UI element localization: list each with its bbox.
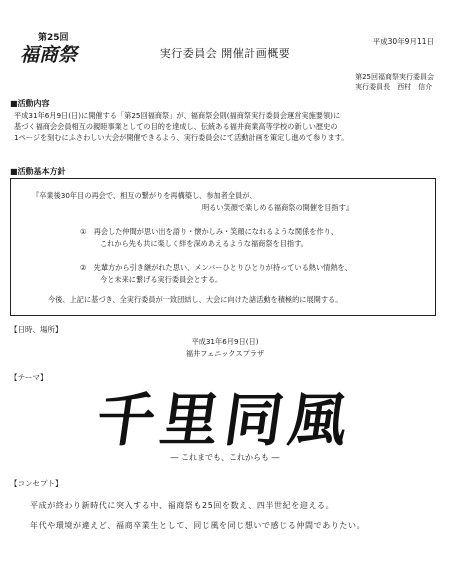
schedule-label: 【日時、場所】	[10, 325, 63, 334]
section-policy-heading: ■活動基本方針	[10, 167, 66, 176]
theme-subtitle: ― これまでも、これからも ―	[170, 453, 280, 462]
theme-label: 【テーマ】	[10, 373, 48, 382]
logo-text: 福商祭	[20, 44, 78, 66]
concept-line-2: 年代や環境が違えど、福商卒業生として、同じ風を同じ想いで感じる仲間でありたい。	[30, 521, 366, 530]
policy-item-2-line-2: 今と未来に繋げる実行委員会とする。	[100, 275, 223, 284]
policy-slogan-line-1: 『卒業後30年目の再会で、相互の繋がりを再構築し、参加者全員が、	[32, 191, 257, 200]
organizer-block	[355, 72, 434, 92]
concept-label: 【コンセプト】	[10, 479, 63, 488]
policy-item-1-line-2: これから先も共に楽しく絆を深めあえるような福商祭を目指す。	[100, 239, 308, 248]
theme-calligraphy: 千里同風	[92, 386, 358, 454]
activity-line-3: 1ページを刻むにふさわしい大会が開催できるよう、実行委員会にて活動計画を策定し進めて参ります。	[14, 133, 349, 142]
concept-line-1: 平成が終わり新時代に突入する中、福商祭も25回を数え、四半世紀を迎える。	[30, 501, 335, 510]
document-title: 実行委員会 開催計画概要	[159, 47, 291, 60]
event-date: 平成31年6月9日(日)	[191, 337, 259, 346]
logo-number: 第25回	[38, 33, 69, 43]
section-activity-body	[14, 110, 444, 143]
policy-item-2-line-1: ② 先輩方から引き継がれた思い、メンバーひとりひとりが持っている熱い情熱を、	[80, 263, 352, 272]
event-venue: 福井フェニックスプラザ	[185, 349, 265, 358]
activity-line-1: 平成31年6月9日(日)に開催する「第25回福商祭」が、福商祭会則(福商祭実行委員会運営実施要領)に	[14, 111, 341, 120]
policy-closing: 今後、上記に基づき、全実行委員が一致団結し、大会に向けた諸活動を積極的に展開する。	[48, 295, 343, 304]
policy-slogan-line-2: 明るい笑顔で楽しめる福商祭の開催を目指す』	[202, 203, 353, 212]
committee-chair: 実行委員長 西村 信介	[355, 83, 433, 91]
organizer-name: 第25回福商祭実行委員会	[355, 73, 434, 81]
policy-item-1-line-1: ① 再会した仲間が思い出を語り・懐かしみ・笑顔になれるような関係を作り、	[80, 227, 339, 236]
section-activity-heading: ■活動内容	[10, 99, 50, 108]
document-date: 平成30年9月11日	[372, 37, 434, 46]
activity-line-2: 基づく福商会会員相互の親睦事業としての目的を達成し、伝統ある福井商業高等学校の新しい歴史の	[14, 122, 338, 131]
